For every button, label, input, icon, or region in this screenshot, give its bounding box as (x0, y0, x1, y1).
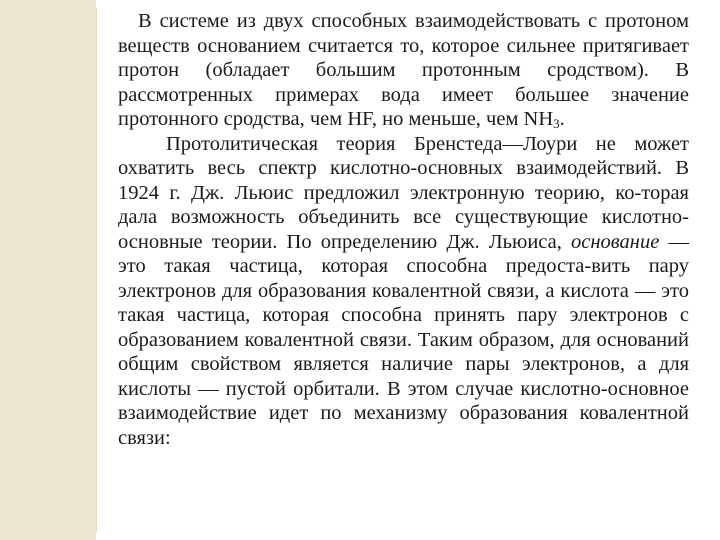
term-base: основание (571, 230, 660, 253)
paragraph-1-end: . (559, 108, 565, 130)
decorative-left-band (0, 0, 96, 540)
slide-body-text (118, 9, 689, 450)
paragraph-proton-affinity (118, 9, 689, 132)
paragraph-lewis-theory (118, 132, 689, 451)
paragraph-2-text: Протолитическая теория Бренстеда—Лоури не может охватить весь спектр кислотно-основных взаимодействий. В 1924 г. Дж. Льюис предложил электронную теорию, ко-торая дала возможность объединить все существующие кислотно-основные теории. По определению Дж. Льюиса, (118, 132, 689, 253)
paragraph-2-continuation: — это такая частица, которая способна предоста-вить пару электронов для образования ковалентной связи, а кислота — это такая частица, которая способна принять пару электронов с образованием ковалентной связи. Таким образом, для оснований общим свойством является наличие пары электронов, а для кислоты — пустой орбитали. В этом случае кислотно-основное взаимодействие идет по механизму образования ковалентной связи: (118, 230, 689, 449)
subscript-3: 3 (553, 116, 560, 131)
paragraph-1-text: В системе из двух способных взаимодействовать с протоном веществ основанием считается то, которое сильнее притягивает протон (обладает большим протонным сродством). В рассмотренных примерах вода имеет большее значение протонного сродства, чем HF, но меньше, чем NH (118, 10, 689, 130)
decorative-divider (96, 8, 97, 532)
